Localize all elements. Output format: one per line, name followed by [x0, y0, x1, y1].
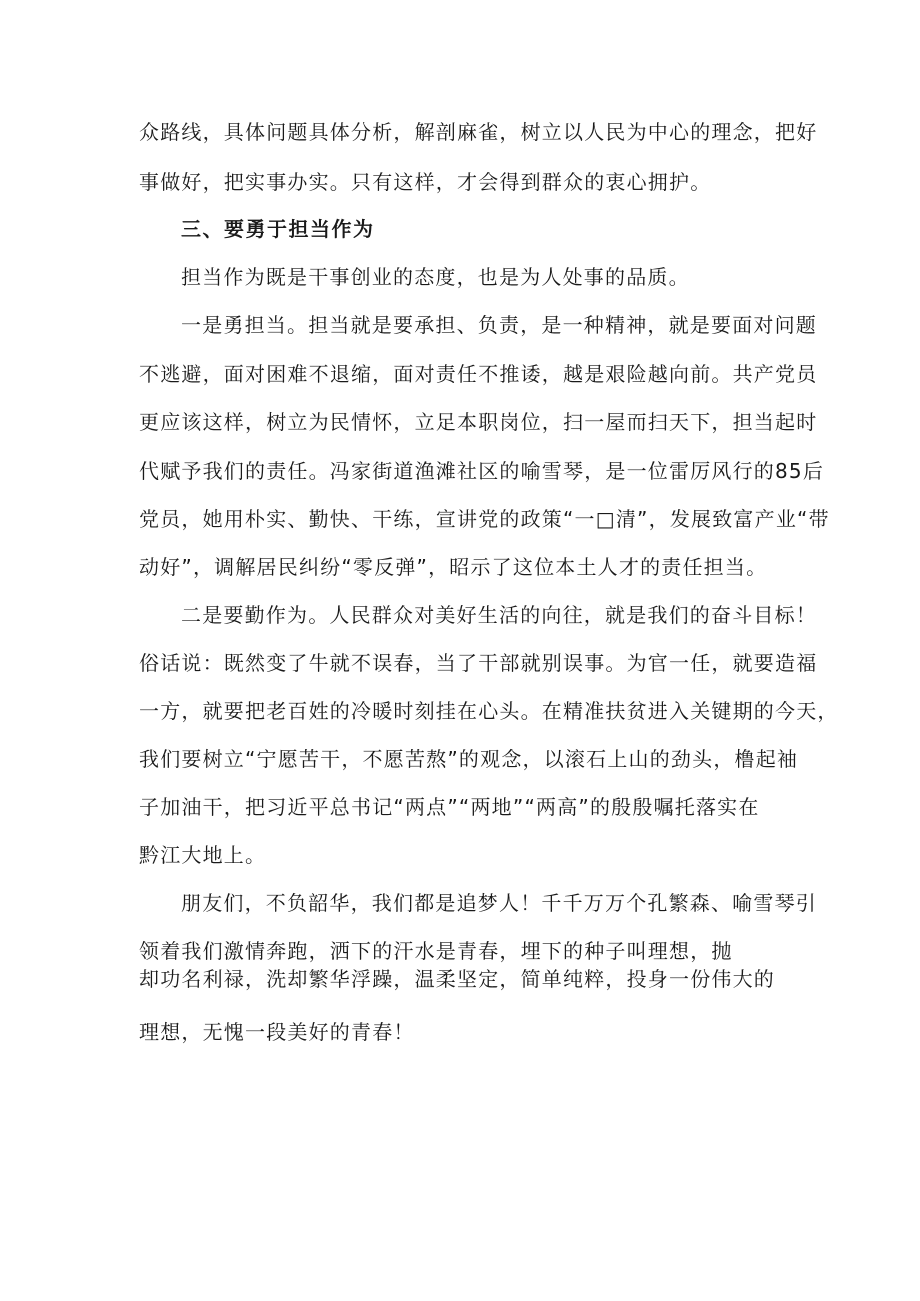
text-line: 一方，就要把老百姓的冷暖时刻挂在心头。在精准扶贫进入关键期的今天， — [139, 699, 839, 723]
text-line: 代赋予我们的责任。冯家街道渔滩社区的喻雪琴，是一位雷厉风行的85后 — [139, 459, 825, 483]
text-line: 不逃避，面对困难不退缩，面对责任不推诿，越是艰险越向前。共产党员 — [139, 362, 818, 386]
section-heading: 三、要勇于担当作为 — [181, 217, 375, 241]
text-line: 理想，无愧一段美好的青春！ — [139, 1020, 415, 1044]
text-line: 我们要树立“宁愿苦干，不愿苦熬”的观念，以滚石上山的劲头，橹起袖 — [139, 747, 799, 771]
text-line: 朋友们，不负韶华，我们都是追梦人！千千万万个孔繁森、喻雪琴引 — [181, 891, 817, 915]
text-line: 俗话说：既然变了牛就不误春，当了干部就别误事。为官一任，就要造福 — [139, 651, 818, 675]
text-line: 动好”，调解居民纠纷“零反弹”，昭示了这位本土人才的责任担当。 — [139, 555, 768, 579]
text-line: 领着我们激情奔跑，洒下的汗水是青春，埋下的种子叫理想，抛 — [139, 939, 733, 963]
text-line: 担当作为既是干事创业的态度，也是为人处事的品质。 — [181, 265, 690, 289]
text-line: 却功名利禄，洗却繁华浮躁，温柔坚定，简单纯粹，投身一份伟大的 — [139, 967, 775, 991]
text-line: 党员，她用朴实、勤快、干练，宣讲党的政策“一□清”，发展致富产业“带 — [139, 507, 830, 531]
text-line: 黔江大地上。 — [139, 843, 267, 867]
text-line: 更应该这样，树立为民情怀，立足本职岗位，扫一屋而扫天下，担当起时 — [139, 410, 818, 434]
text-line: 事做好，把实事办实。只有这样，才会得到群众的衷心拥护。 — [139, 170, 712, 194]
text-line: 二是要勤作为。人民群众对美好生活的向往，就是我们的奋斗目标！ — [181, 603, 817, 627]
text-line: 众路线，具体问题具体分析，解剖麻雀，树立以人民为中心的理念，把好 — [139, 120, 818, 144]
text-line: 一是勇担当。担当就是要承担、负责，是一种精神，就是要面对问题 — [181, 313, 817, 337]
text-line: 子加油干，把习近平总书记“两点”“两地”“两高”的殷殷嘱托落实在 — [139, 795, 760, 819]
